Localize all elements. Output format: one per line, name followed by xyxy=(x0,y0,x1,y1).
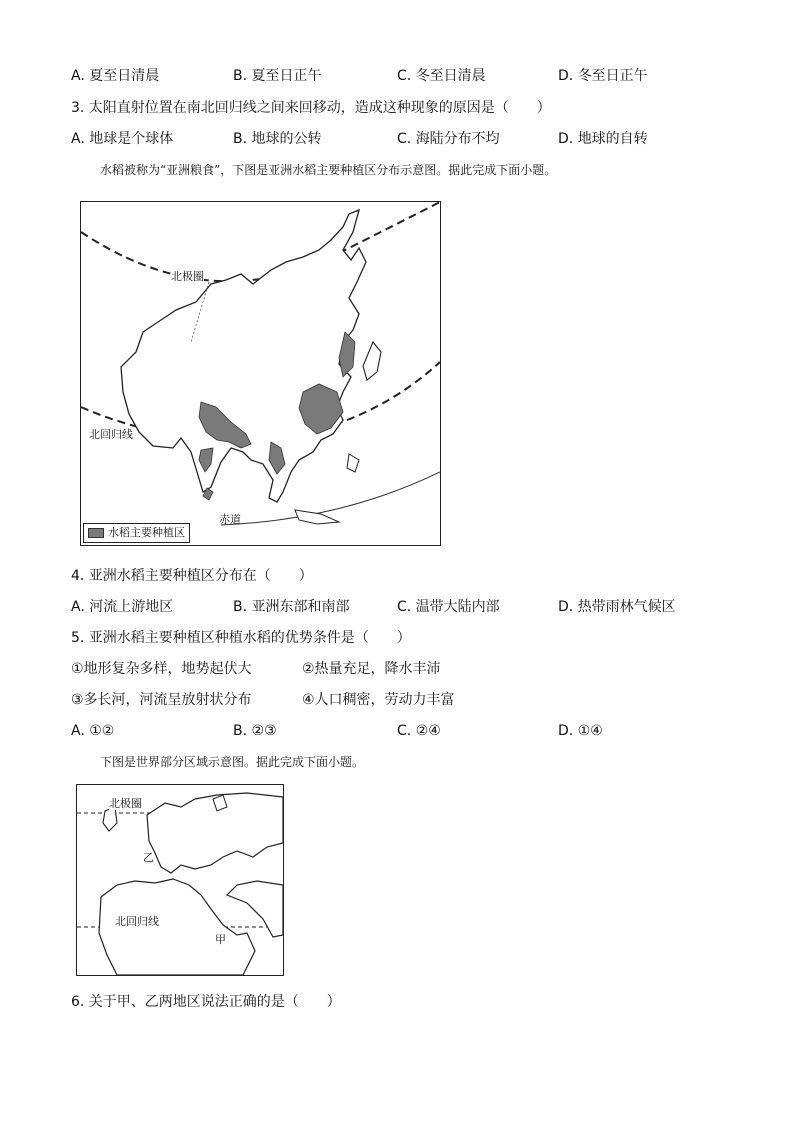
legend-label: 水稻主要种植区 xyxy=(108,526,185,539)
q2-option-d[interactable]: D. 冬至日正午 xyxy=(558,68,648,84)
intro-world-region: 下图是世界部分区域示意图。据此完成下面小题。 xyxy=(100,755,365,769)
q4-option-c[interactable]: C. 温带大陆内部 xyxy=(397,599,500,615)
q4-stem: 4. 亚洲水稻主要种植区分布在（ ） xyxy=(71,568,313,584)
q5-condition-3: ③多长河，河流呈放射状分布 xyxy=(71,692,252,708)
q3-option-c[interactable]: C. 海陆分布不均 xyxy=(397,131,500,147)
q2-option-b[interactable]: B. 夏至日正午 xyxy=(233,68,322,84)
q3-option-b[interactable]: B. 地球的公转 xyxy=(233,131,322,147)
q3-option-a[interactable]: A. 地球是个球体 xyxy=(71,131,174,147)
asia-outline xyxy=(121,210,366,502)
map2-tropic-label: 北回归线 xyxy=(115,915,159,928)
world-map-drawing xyxy=(77,785,283,975)
label-jia: 甲 xyxy=(215,933,226,946)
asia-rice-map xyxy=(80,201,441,546)
q5-stem: 5. 亚洲水稻主要种植区种植水稻的优势条件是（ ） xyxy=(71,630,411,646)
q5-option-c[interactable]: C. ②④ xyxy=(397,723,441,739)
q4-option-b[interactable]: B. 亚洲东部和南部 xyxy=(233,599,350,615)
equator-label: 赤道 xyxy=(219,513,241,526)
label-yi: 乙 xyxy=(143,851,154,864)
world-region-map xyxy=(76,784,284,976)
q5-option-d[interactable]: D. ①④ xyxy=(558,723,603,739)
asia-west-outline xyxy=(227,881,283,937)
japan-outline xyxy=(363,342,381,380)
indonesia-outline xyxy=(295,510,339,524)
q3-stem: 3. 太阳直射位置在南北回归线之间来回移动，造成这种现象的原因是（ ） xyxy=(71,100,551,116)
asia-map-drawing xyxy=(81,202,440,545)
q4-option-d[interactable]: D. 热带雨林气候区 xyxy=(558,599,676,615)
q5-condition-2: ②热量充足，降水丰沛 xyxy=(302,661,441,677)
philippines-outline xyxy=(347,454,359,472)
q6-stem: 6. 关于甲、乙两地区说法正确的是（ ） xyxy=(71,994,341,1010)
rice-swatch-icon xyxy=(88,528,104,538)
tropic-label: 北回归线 xyxy=(89,428,133,441)
arctic-circle-label: 北极圈 xyxy=(171,270,204,283)
map-legend xyxy=(83,523,190,543)
arctic-circle-line xyxy=(81,202,440,281)
q2-option-c[interactable]: C. 冬至日清晨 xyxy=(397,68,486,84)
q5-condition-1: ①地形复杂多样，地势起伏大 xyxy=(71,661,252,677)
intro-asia-rice: 水稻被称为“亚洲粮食”，下图是亚洲水稻主要种植区分布示意图。据此完成下面小题。 xyxy=(100,163,557,177)
equator-line xyxy=(221,472,440,525)
q2-option-a[interactable]: A. 夏至日清晨 xyxy=(71,68,160,84)
q3-option-d[interactable]: D. 地球的自转 xyxy=(558,131,648,147)
q5-option-a[interactable]: A. ①② xyxy=(71,723,115,739)
q5-option-b[interactable]: B. ②③ xyxy=(233,723,277,739)
map2-arctic-label: 北极圈 xyxy=(109,797,142,810)
q5-condition-4: ④人口稠密，劳动力丰富 xyxy=(302,692,455,708)
britain-outline xyxy=(103,807,117,831)
q4-option-a[interactable]: A. 河流上游地区 xyxy=(71,599,174,615)
